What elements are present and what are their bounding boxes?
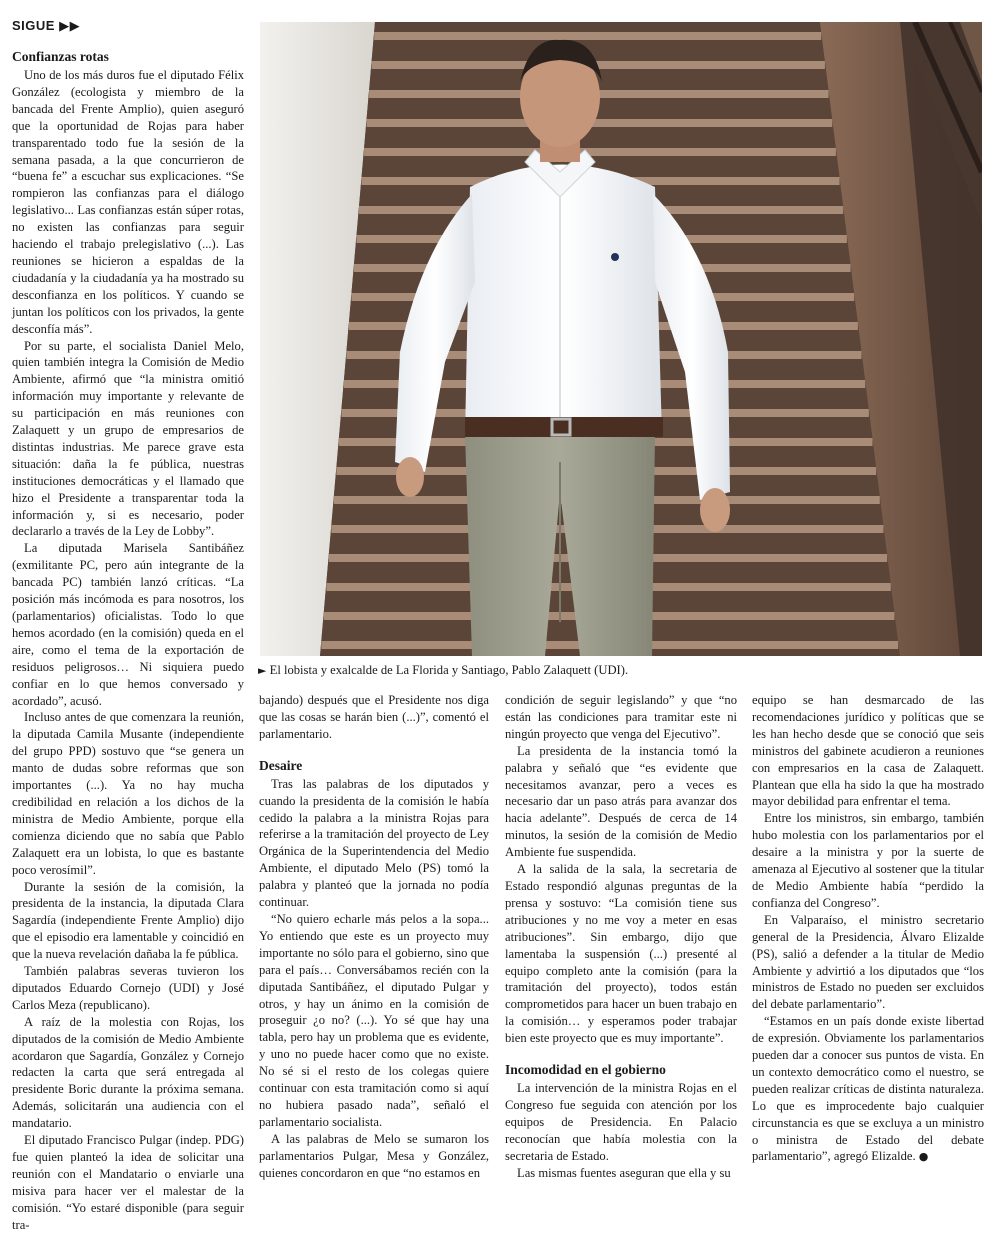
- paragraph: Uno de los más duros fue el diputado Félix González (ecologista y miembro de la bancada del Frente Amplio), quien aseguró que la oportunidad de Rojas para haber transparentado todo fue la sesión de la semana pasada, a la que concurrieron de “buena fe” a escuchar sus explicaciones. “Se rompieron las confianzas para el diálogo legislativo... Las confianzas están súper rotas, no existen las confianzas para seguir haciendo el trabajo prelegislativo (...). Las reuniones se hicieron a espaldas de la ciudadanía y la ciudadanía ya ha mostrado su desconfianza en los políticos. Y cuando se juntan los políticos con los privados, la gente desconfía más”.: [12, 68, 244, 336]
- section-heading-confianzas: Confianzas rotas: [12, 49, 109, 64]
- article-photo: [260, 22, 982, 656]
- paragraph: A las palabras de Melo se sumaron los parlamentarios Pulgar, Mesa y González, quienes concordaron en que “no estamos en: [259, 1131, 489, 1180]
- section-heading-incomodidad: Incomodidad en el gobierno: [505, 1062, 666, 1078]
- caption-marker-icon: ►: [258, 664, 267, 677]
- stair-step: [374, 32, 821, 40]
- paragraph-continuation: equipo se han desmarcado de las recomendaciones jurídico y políticas que se les han hecho desde que se conoció que seis ministros del gabinete acudieron a reuniones con empresarios en la casa de Zalaquett. Plantean que ella ha sido la que ha mostrado mayor debilidad para enfrentar el tema.: [752, 693, 984, 809]
- paragraph: A la salida de la sala, la secretaria de Estado respondió algunas preguntas de la prensa y sostuvo: “La comisión tiene sus atribuciones y no me voy a meter en esas atribuciones”. Sin embargo, dijo que lamentaba la suspensión (...) presenté al equipo completo ante la comisión (para la tramitación del proyecto), todos están comprometidos para hacer un buen trabajo en la comisión… y esperamos poder trabajar bien este proyecto que es muy importante”.: [505, 862, 737, 1046]
- paragraph-continuation: condición de seguir legislando” y que “no están las condiciones para tramitar este ni ningún proyecto que venga del Ejecutivo”.: [505, 693, 737, 741]
- paragraph: El diputado Francisco Pulgar (indep. PDG) fue quien planteó la idea de solicitar una reunión con el Mandatario o enviarle una misiva para hacer ver el malestar de la comisión. “Yo estaré disponible (para seguir tra-: [12, 1133, 244, 1232]
- section-heading-desaire: Desaire: [259, 757, 303, 773]
- paragraph: Las mismas fuentes aseguran que ella y su: [517, 1165, 731, 1180]
- paragraph: “No quiero echarle más pelos a la sopa... Yo entiendo que este es un proyecto muy importante no sólo para el gobierno, sino que para el país… Conversábamos recién con la diputada Santibáñez, el diputado Pulgar y otros, y hay un ánimo en la comisión de proseguir ¿o no? (...). Yo sé que hay una tabla, pero hay un problema que es evidente, y uno no puede hacer como que no existe. No sé si el resto de los colegas quiere continuar con esta tramitación como si aquí no hubiera pasado nada”, señaló el parlamentario socialista.: [259, 911, 489, 1129]
- paragraph: También palabras severas tuvieron los diputados Eduardo Cornejo (UDI) y José Carlos Meza (republicano).: [12, 964, 244, 1012]
- paragraph: Por su parte, el socialista Daniel Melo, quien también integra la Comisión de Medio Ambiente, afirmó que “la ministra omitió información muy importante y relevante de su participación en más reuniones con Zalaquett y un grupo de empresarios de distintas industrias. Me parece grave esta situación: daña la fe pública, nuestras instituciones democráticas y el llamado que hizo el Presidente a transparentar toda la información y, si es necesario, poder declararlo a través de la Ley de Lobby”.: [12, 338, 244, 539]
- column-2: [259, 692, 489, 1181]
- paragraph: [752, 1013, 984, 1166]
- paragraph: En Valparaíso, el ministro secretario general de la Presidencia, Álvaro Elizalde (PS), salió a defender a la titular de Medio Ambiente y advirtió a los diputados que “los ministros de Estado no pueden ser excluidos del debate parlamentario”.: [752, 912, 984, 1012]
- paragraph: La presidenta de la instancia tomó la palabra y señaló que “es evidente que necesitamos avanzar, pero a veces es necesario dar un paso atrás para avanzar dos hacia adelante”. Después de cerca de 14 minutos, la sesión de la comisión de Medio Ambiente fue suspendida.: [505, 743, 737, 860]
- photo-caption: [258, 662, 982, 679]
- paragraph-continuation: bajando) después que el Presidente nos diga que las cosas se harán bien (...)”, comentó el parlamentario.: [259, 693, 489, 741]
- stair-step: [367, 119, 833, 127]
- column-3: [505, 692, 737, 1181]
- paragraph: La intervención de la ministra Rojas en el Congreso fue seguida con atención por los equipos de Presidencia. En Palacio reconocían que había molestia con la secretaria de Estado.: [505, 1081, 737, 1163]
- paragraph: Entre los ministros, sin embargo, también hubo molestia con los parlamentarios por el desaire a la ministra y por la suerte de amenaza al Ejecutivo al sostener que la titular de Medio Ambiente había “perdido la confianza del Congreso”.: [752, 811, 984, 910]
- paragraph: La diputada Marisela Santibáñez (exmilitante PC, pero aún integrante de la bancada PC) también lanzó críticas. “La posición más incómoda es para nosotros, los (parlamentarios) oficialistas. Todo lo que hemos acordado (en la comisión) queda en el aire, como el tema de la exportación de residuos peligrosos… Ni siquiera puedo confiar en lo que hemos conversado y acordado”, acusó.: [12, 541, 244, 708]
- column-1: [12, 48, 244, 1234]
- sigue-label: SIGUE ▶▶: [12, 18, 81, 33]
- paragraph: Tras las palabras de los diputados y cuando la presidenta de la comisión le había cedido la palabra a la ministra Rojas para referirse a la tramitación del proyecto de Ley Orgánica de la Superintendencia del Medio Ambiente, el diputado Melo (PS) tomó la palabra y planteó que la jornada no podía continuar.: [259, 776, 489, 910]
- stair-step: [364, 148, 836, 156]
- end-mark-icon: ●: [918, 1150, 929, 1164]
- caption-text: El lobista y exalcalde de La Florida y Santiago, Pablo Zalaquett (UDI).: [269, 663, 629, 677]
- paragraph: Incluso antes de que comenzara la reunión, la diputada Camila Musante (independiente del grupo PPD) sostuvo que “se genera un manto de dudas sobre reformas que son importantes (...). Ya no hay mucha credibilidad en relación a los dichos de la ministra de Medio Ambiente, porque ella comienza diciendo que no sabía que Pablo Zalaquett era un lobista, lo que es bastante poco verosímil”.: [12, 710, 244, 877]
- column-4: [752, 692, 984, 1166]
- paragraph-text: “Estamos en un país donde existe libertad de expresión. Obviamente los parlamentarios pueden dar a conocer sus puntos de vista. En un contexto democrático como el nuestro, se pueden realizar críticas de distinta naturaleza. Lo que es improcedente bajo cualquier circunstancia es que se excluya a un ministro o ministra de Estado del debate parlamentario”, agregó Elizalde.: [752, 1014, 984, 1164]
- paragraph: A raíz de la molestia con Rojas, los diputados de la comisión de Medio Ambiente acordaron que Sagardía, González y Cornejo redacten la carta que será entregada al presidente Boric durante la próxima semana. Además, solicitarán una audiencia con el mandatario.: [12, 1014, 244, 1131]
- paragraph: Durante la sesión de la comisión, la presidenta de la instancia, la diputada Clara Sagardía (independiente Frente Amplio) dijo que el episodio era lamentable y coincidió en que la nueva revelación dañaba la fe pública.: [12, 879, 244, 962]
- staircase-photo-illustration: [260, 22, 982, 656]
